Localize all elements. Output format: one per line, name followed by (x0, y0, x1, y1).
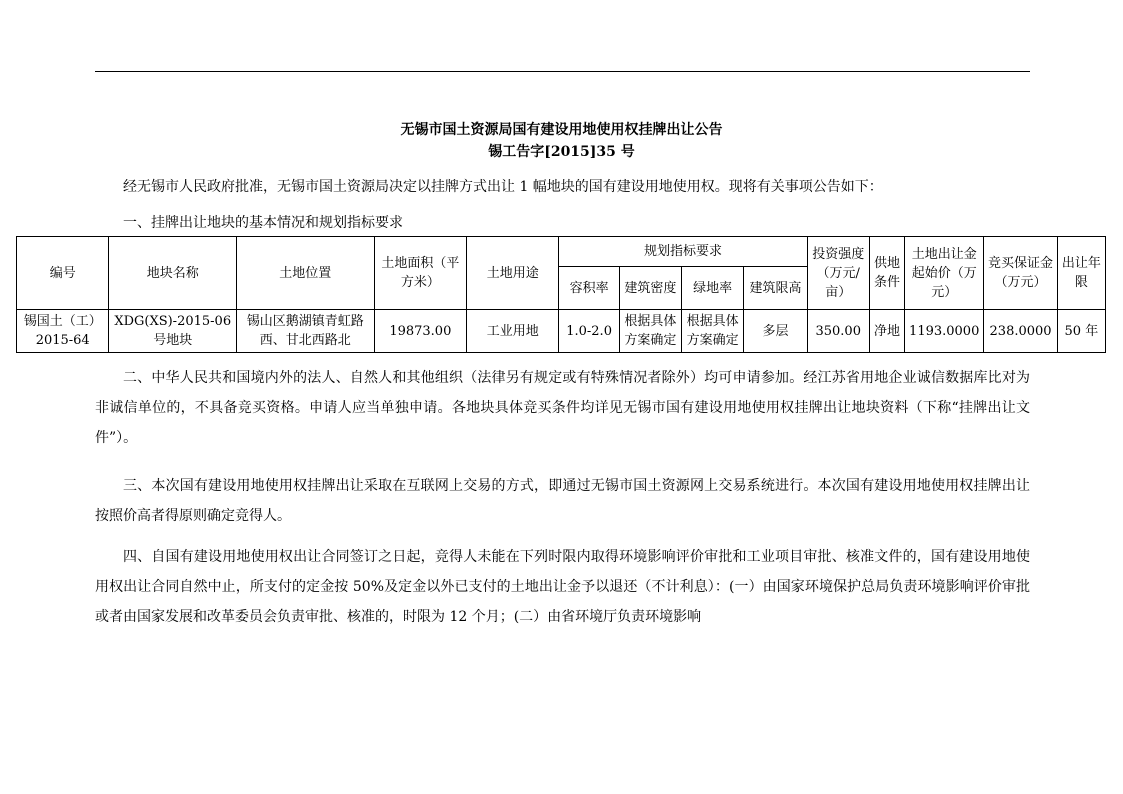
land-parcel-table (16, 236, 1106, 353)
cell-density: 根据具体方案确定 (619, 310, 681, 353)
cell-height: 多层 (744, 310, 807, 353)
cell-deposit: 238.0000 (984, 310, 1057, 353)
cell-green-ratio: 根据具体方案确定 (682, 310, 744, 353)
header-area: 土地面积（平方米） (374, 237, 466, 310)
header-use: 土地用途 (467, 237, 559, 310)
table-header-row (17, 237, 1106, 267)
cell-plot-ratio: 1.0-2.0 (559, 310, 619, 353)
cell-name: XDG(XS)-2015-06号地块 (109, 310, 237, 353)
section-3-paragraph: 三、本次国有建设用地使用权挂牌出让采取在互联网上交易的方式，即通过无锡市国土资源网上交易系统进行。本次国有建设用地使用权挂牌出让按照价高者得原则确定竞得人。 (95, 478, 1030, 524)
header-green-ratio: 绿地率 (682, 267, 744, 310)
intro-paragraph: 经无锡市人民政府批准，无锡市国土资源局决定以挂牌方式出让 1 幅地块的国有建设用地使用权。现将有关事项公告如下： (123, 179, 883, 195)
top-rule (95, 71, 1030, 72)
header-investment: 投资强度（万元/亩） (807, 237, 869, 310)
section-4-paragraph: 四、自国有建设用地使用权出让合同签订之日起，竞得人未能在下列时限内取得环境影响评价审批和工业项目审批、核准文件的，国有建设用地使用权出让合同自然中止，所支付的定金按 50%及定金以外已支付的土地出让金予以退还（不计利息）：(一）由国家环境保护总局负责环境影响评价审批或者由国家发展和改革委员会负责审批、核准的，时限为 12 个月；(二）由省环境厅负责环境影响 (95, 549, 1030, 625)
header-plot-ratio: 容积率 (559, 267, 619, 310)
cell-supply: 净地 (869, 310, 904, 353)
cell-start-price: 1193.0000 (905, 310, 984, 353)
header-name: 地块名称 (109, 237, 237, 310)
header-start-price: 土地出让金起始价（万元） (905, 237, 984, 310)
header-supply: 供地条件 (869, 237, 904, 310)
cell-use: 工业用地 (467, 310, 559, 353)
header-density: 建筑密度 (619, 267, 681, 310)
cell-area: 19873.00 (374, 310, 466, 353)
header-height: 建筑限高 (744, 267, 807, 310)
section-2-paragraph: 二、中华人民共和国境内外的法人、自然人和其他组织（法律另有规定或有特殊情况者除外）均可申请参加。经江苏省用地企业诚信数据库比对为非诚信单位的，不具备竞买资格。申请人应当单独申请。各地块具体竞买条件均详见无锡市国有建设用地使用权挂牌出让地块资料（下称“挂牌出让文件”）。 (95, 370, 1030, 446)
document-title: 无锡市国土资源局国有建设用地使用权挂牌出让公告 (400, 122, 723, 138)
table-row (17, 310, 1106, 353)
header-planning: 规划指标要求 (559, 237, 807, 267)
cell-location: 锡山区鹅湖镇青虹路西、甘北西路北 (237, 310, 375, 353)
cell-investment: 350.00 (807, 310, 869, 353)
header-term: 出让年限 (1057, 237, 1105, 310)
header-code: 编号 (17, 237, 109, 310)
document-number: 锡工告字[2015]35 号 (488, 144, 635, 160)
header-deposit: 竞买保证金（万元） (984, 237, 1057, 310)
cell-term: 50 年 (1057, 310, 1105, 353)
cell-code: 锡国土（工）2015-64 (17, 310, 109, 353)
header-location: 土地位置 (237, 237, 375, 310)
section-1-heading: 一、挂牌出让地块的基本情况和规划指标要求 (123, 215, 403, 231)
